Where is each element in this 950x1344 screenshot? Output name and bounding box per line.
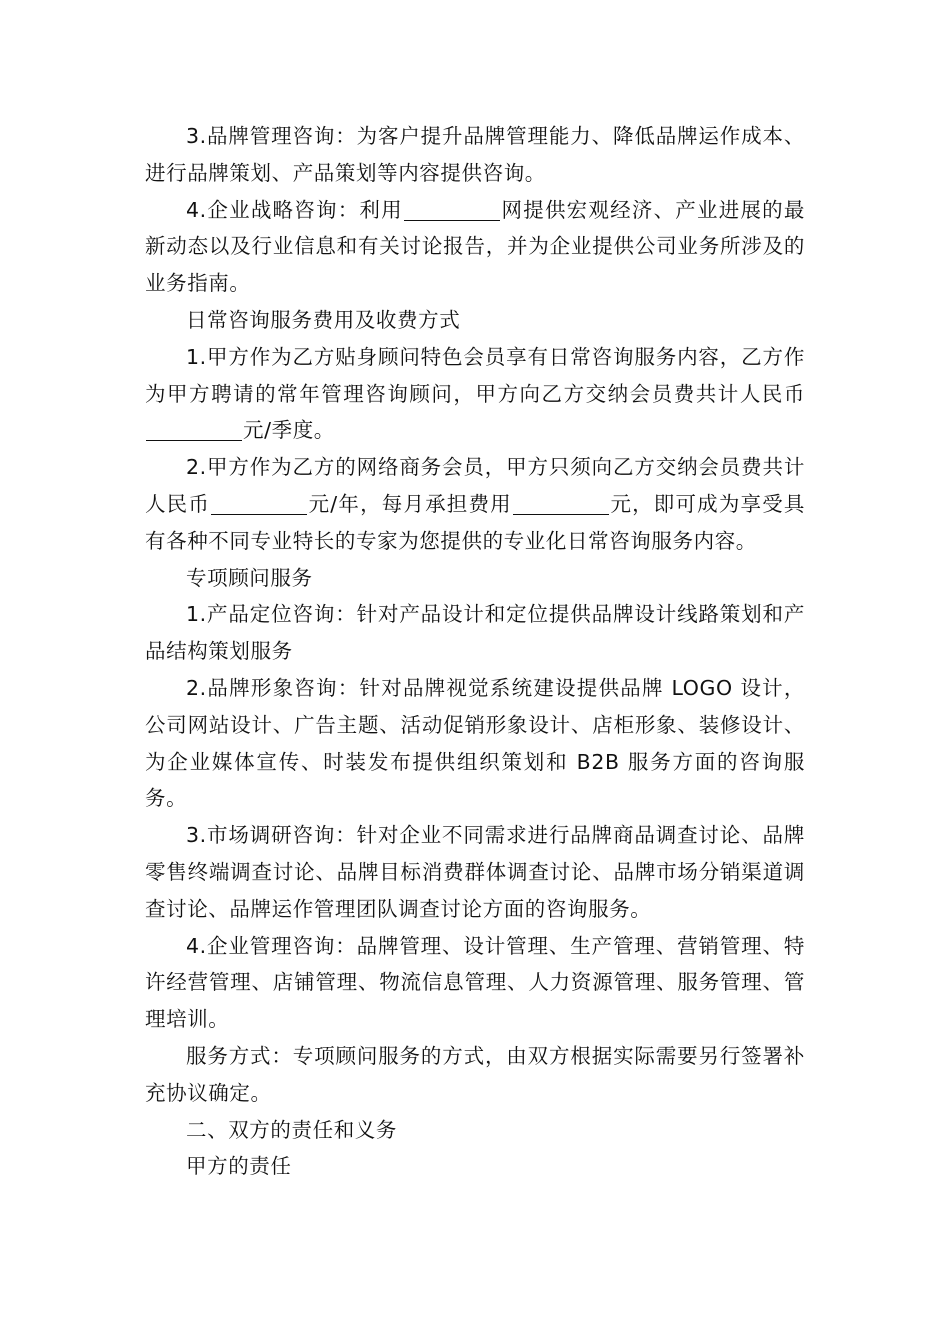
paragraph-text-segment: 2.甲方作为乙方的网络商务会员，甲方只须向乙方交纳会员费共计人民币	[145, 455, 805, 516]
paragraph-text-segment: 网提供宏观经济、产业进展的最新动态以及行业信息和有关讨论报告，并为企业提供公司业务所涉及的业务指南。	[145, 197, 805, 296]
section-heading-party-a-responsibilities: 甲方的责任	[186, 1154, 292, 1179]
paragraph-quarterly-fee	[145, 339, 805, 449]
paragraph-text-segment: 元，即可成为享受具有各种不同专业特长的专家为您提供的专业化日常咨询服务内容。	[145, 491, 805, 553]
paragraph-text-segment: 元/年，每月承担费用	[308, 491, 512, 516]
section-heading-special-services: 专项顾问服务	[186, 565, 313, 590]
paragraph-text-segment: 1.甲方作为乙方贴身顾问特色会员享有日常咨询服务内容，乙方作为甲方聘请的常年管理咨询顾问，甲方向乙方交纳会员费共计人民币	[145, 344, 805, 406]
paragraph-annual-fee	[145, 449, 805, 559]
paragraph-product-positioning: 1.产品定位咨询：针对产品设计和定位提供品牌设计线路策划和产品结构策划服务	[145, 602, 805, 664]
fill-in-blank	[146, 420, 242, 441]
fill-in-blank	[211, 494, 307, 515]
section-heading-daily-fees: 日常咨询服务费用及收费方式	[186, 307, 461, 332]
paragraph-brand-image: 2.品牌形象咨询：针对品牌视觉系统建设提供品牌 LOGO 设计，公司网站设计、广告主题、活动促销形象设计、店柜形象、装修设计、为企业媒体宣传、时装发布提供组织策划和 B2B 服务方面的咨询服务。	[145, 675, 805, 811]
paragraph-market-research: 3.市场调研咨询：针对企业不同需求进行品牌商品调查讨论、品牌零售终端调查讨论、品牌目标消费群体调查讨论、品牌市场分销渠道调查讨论、品牌运作管理团队调查讨论方面的咨询服务。	[145, 823, 805, 921]
fill-in-blank	[513, 494, 609, 515]
fill-in-blank	[404, 200, 500, 221]
paragraph-service-method: 服务方式：专项顾问服务的方式，由双方根据实际需要另行签署补充协议确定。	[145, 1043, 805, 1105]
paragraph-strategy-consulting	[145, 192, 805, 302]
paragraph-text-segment: 元/季度。	[243, 418, 335, 443]
section-heading-responsibilities: 二、双方的责任和义务	[186, 1117, 397, 1142]
paragraph-text-segment: 4.企业战略咨询：利用	[186, 197, 403, 222]
document-body	[145, 118, 805, 1185]
paragraph-enterprise-management: 4.企业管理咨询：品牌管理、设计管理、生产管理、营销管理、特许经营管理、店铺管理、物流信息管理、人力资源管理、服务管理、管理培训。	[145, 933, 805, 1032]
paragraph-brand-management-consulting: 3.品牌管理咨询：为客户提升品牌管理能力、降低品牌运作成本、进行品牌策划、产品策划等内容提供咨询。	[145, 124, 805, 185]
